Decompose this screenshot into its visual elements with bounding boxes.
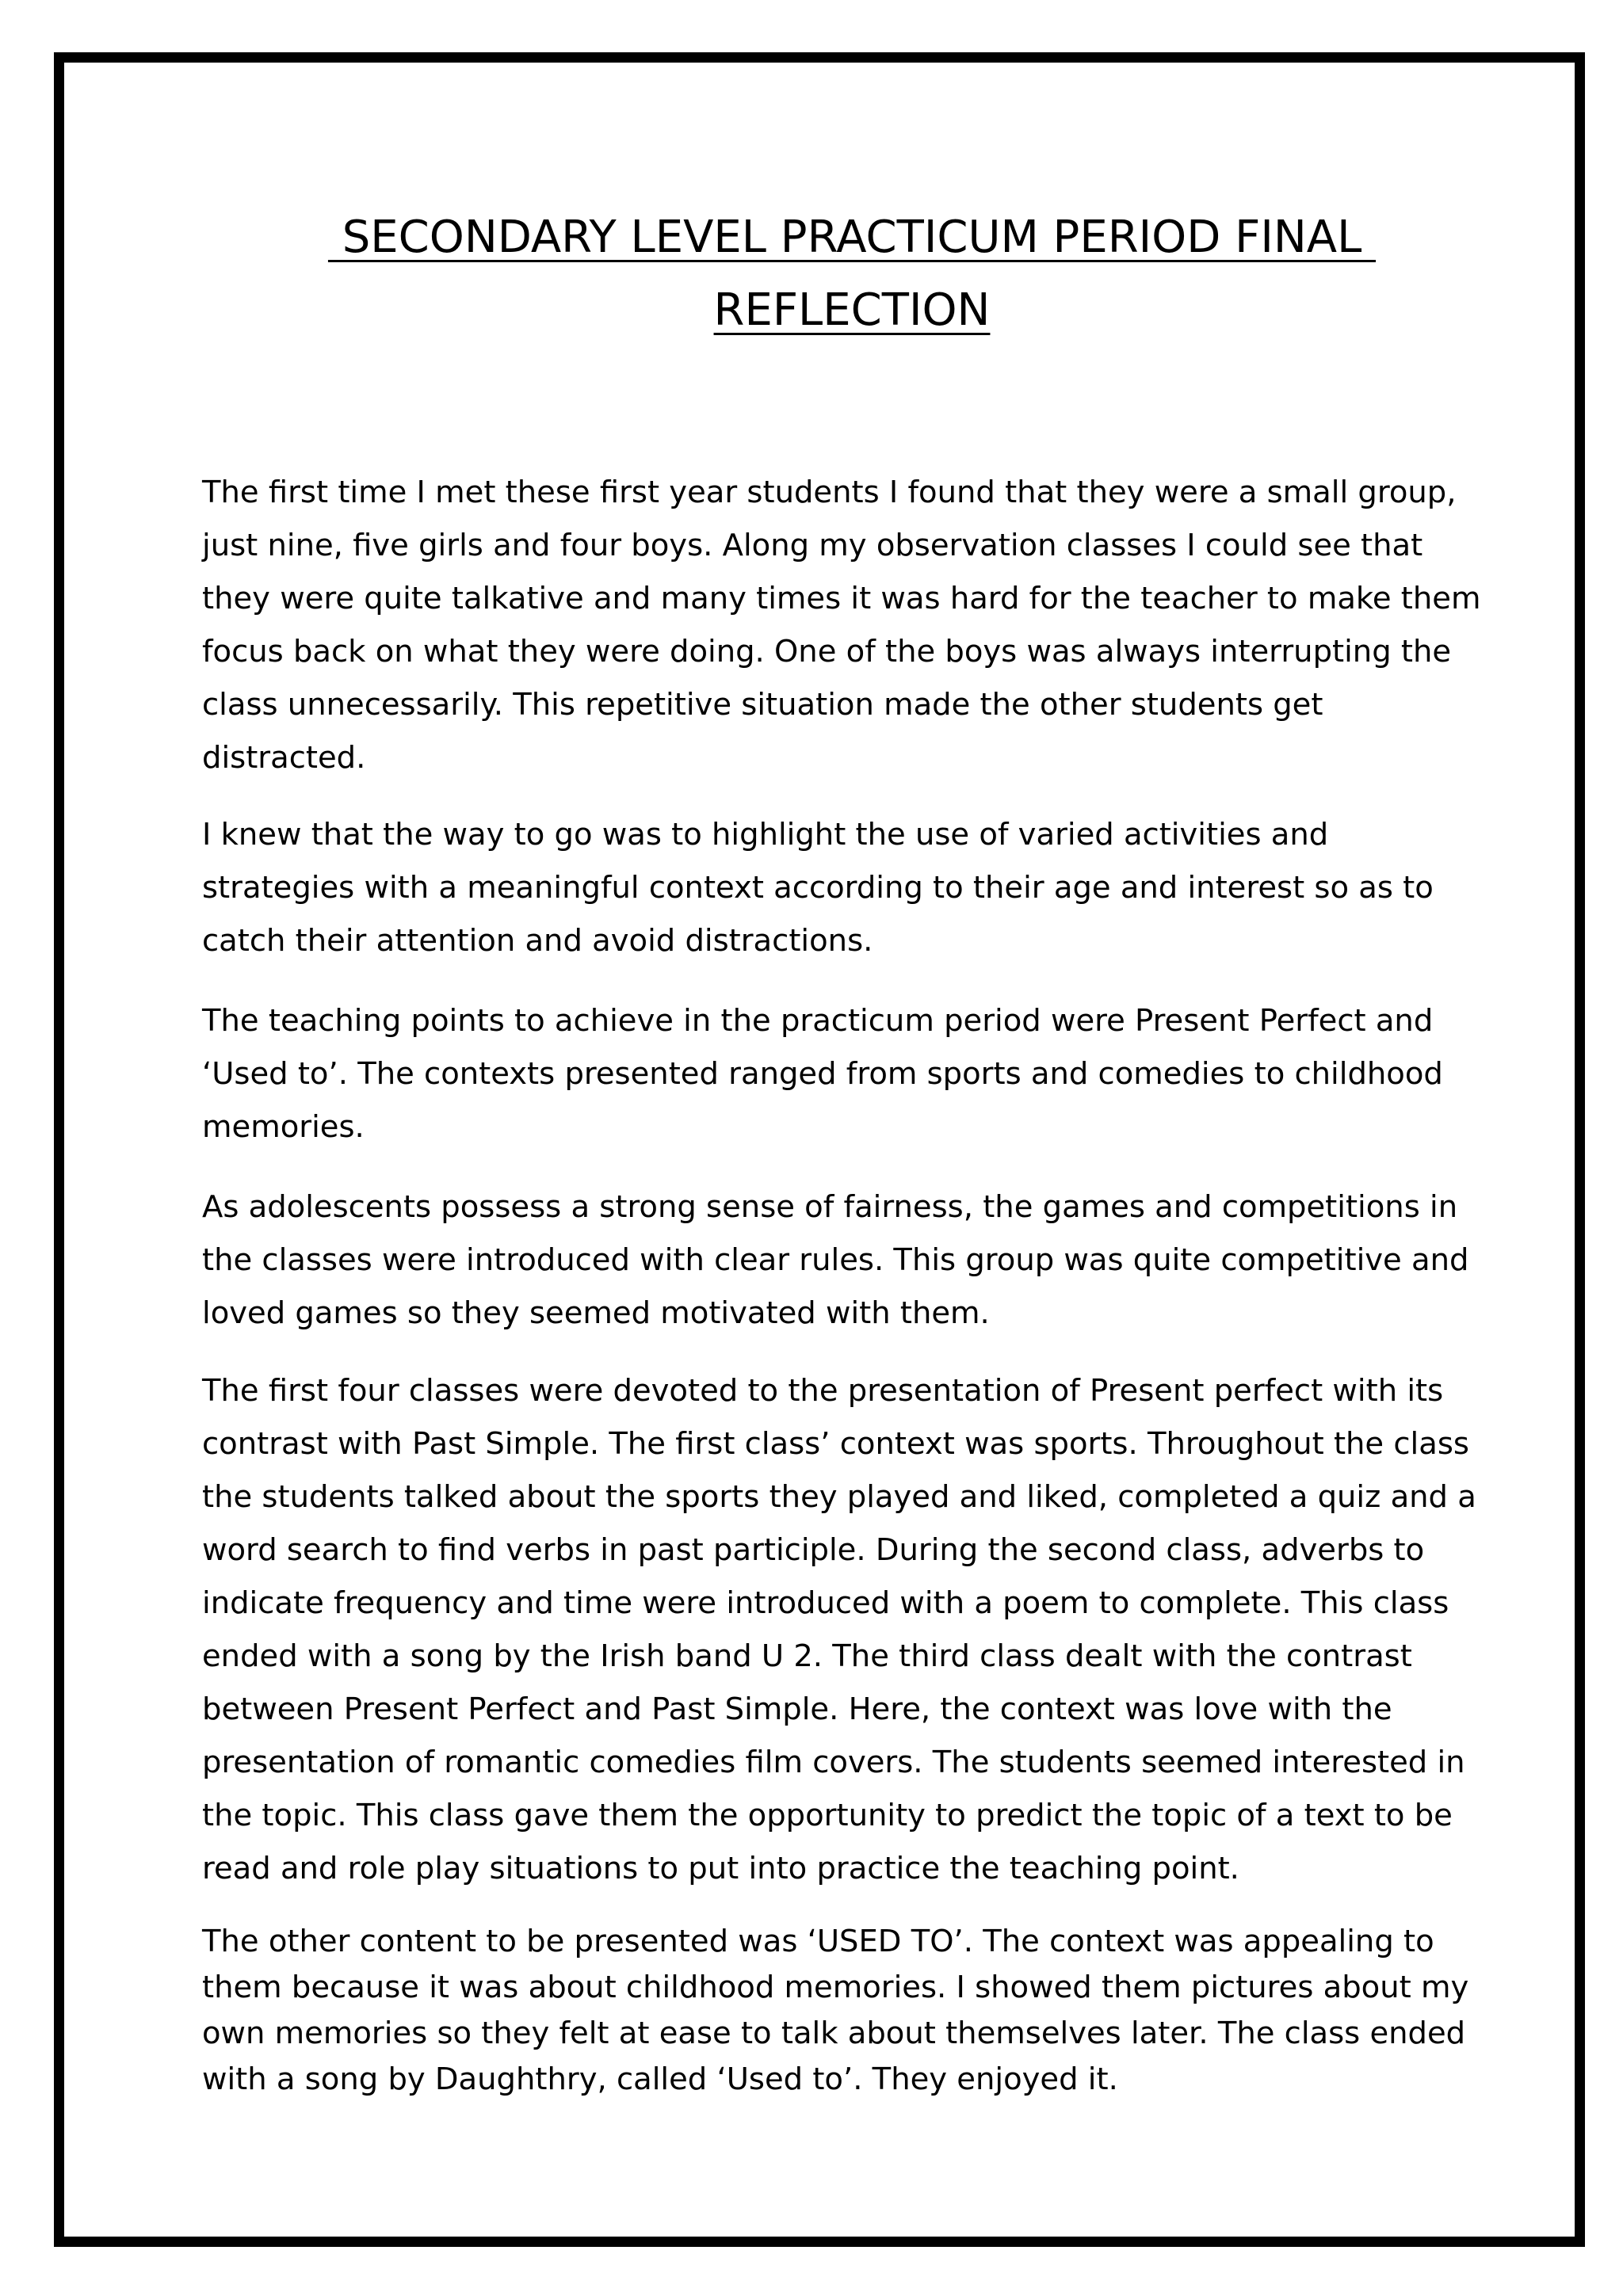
paragraph-teaching-points: The teaching points to achieve in the practicum period were Present Perfect and ‘Used to’. The contexts presented ranged from sports and comedies to childhood memories.: [202, 1003, 1443, 1145]
paragraph-used-to: The other content to be presented was ‘USED TO’. The context was appealing to them because it was about childhood memories. I showed them pictures about my own memories so they felt at ease to talk about themselves later. The class ended with a song by Daughthry, called ‘Used to’. They enjoyed it.: [202, 1924, 1469, 2097]
document-title-line-2: REFLECTION: [713, 284, 991, 336]
paragraph-present-perfect-classes: The first four classes were devoted to the presentation of Present perfect with its contrast with Past Simple. The first class’ context was sports. Throughout the class the students talked about the sports they played and liked, completed a quiz and a word search to find verbs in past participle. During the second class, adverbs to indicate frequency and time were introduced with a poem to complete. This class ended with a song by the Irish band U 2. The third class dealt with the contrast between Present Perfect and Past Simple. Here, the context was love with the presentation of romantic comedies film covers. The students seemed interested in the topic. This class gave them the opportunity to predict the topic of a text to be read and role play situations to put into practice the teaching point.: [202, 1373, 1476, 1886]
paragraph-first-impressions: The first time I met these first year students I found that they were a small group, just nine, five girls and four boys. Along my observation classes I could see that they were quite talkative and many times it was hard for the teacher to make them focus back on what they were doing. One of the boys was always interrupting the class unnecessarily. This repetitive situation made the other students get distracted.: [202, 475, 1481, 776]
paragraph-games: As adolescents possess a strong sense of fairness, the games and competitions in the classes were introduced with clear rules. This group was quite competitive and loved games so they seemed motivated with them.: [202, 1189, 1469, 1331]
paragraph-strategy: I knew that the way to go was to highlight the use of varied activities and strategies with a meaningful context according to their age and interest so as to catch their attention and avoid distractions.: [202, 817, 1434, 959]
document-title-line-1: SECONDARY LEVEL PRACTICUM PERIOD FINAL: [327, 212, 1377, 263]
